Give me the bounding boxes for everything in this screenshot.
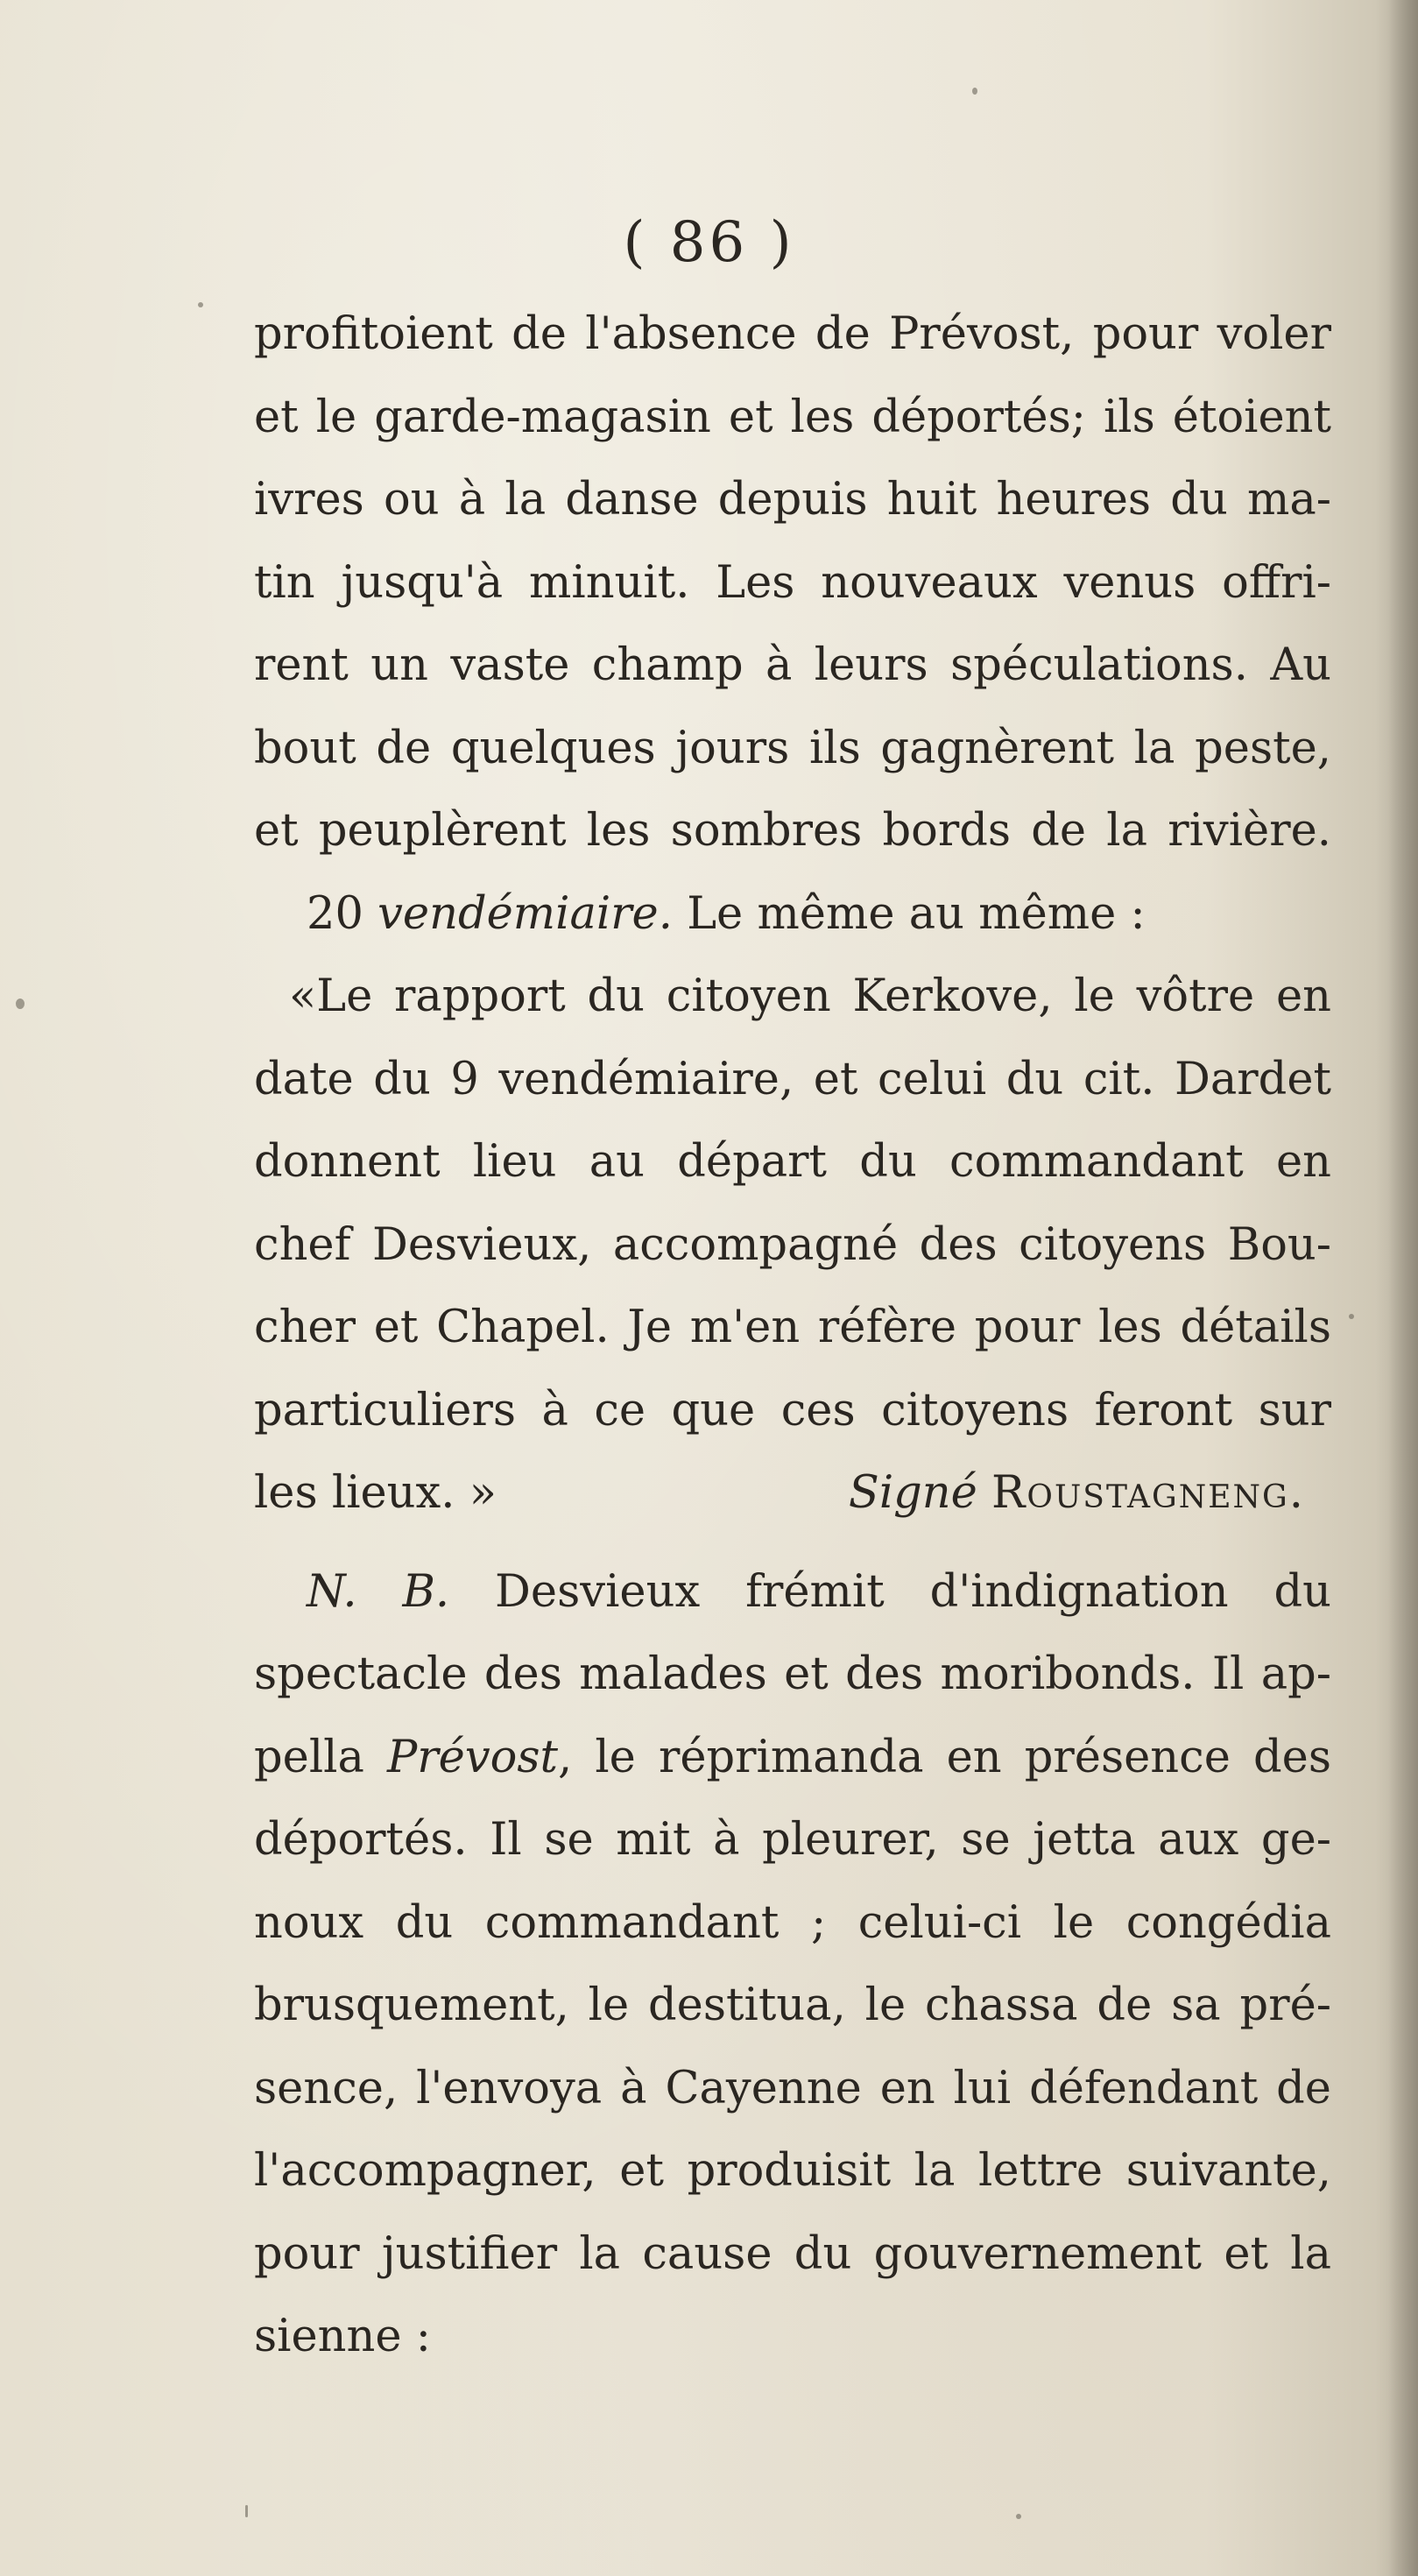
- nb-line3-pre: pella: [254, 1731, 364, 1783]
- letter-line: particuliers à ce que ces citoyens feront sur: [254, 1384, 1331, 1436]
- nb-first-line: [254, 1551, 1331, 1634]
- nb-first-rest: Desvieux frémit d'indignation du: [495, 1565, 1331, 1618]
- letter-line: donnent lieu au départ du commandant en: [254, 1136, 1331, 1188]
- date-number: 20: [307, 887, 363, 940]
- text-line: et peuplèrent les sombres bords de la rivière.: [254, 805, 1331, 857]
- paper-speck: [1349, 1314, 1354, 1319]
- nb-line: sence, l'envoya à Cayenne en lui défendant de: [254, 2062, 1331, 2114]
- signature-line: [254, 1452, 1331, 1535]
- paper-speck: [245, 2505, 248, 2517]
- letter-line: date du 9 vendémiaire, et celui du cit. Dardet: [254, 1053, 1331, 1105]
- nb-line-with-name: [254, 1717, 1331, 1800]
- paper-speck: [972, 88, 977, 95]
- page-number: ( 86 ): [623, 210, 795, 275]
- text-line: rent un vaste champ à leurs spéculations. Au: [254, 639, 1331, 691]
- letter-line: chef Desvieux, accompagné des citoyens Bou-: [254, 1218, 1331, 1271]
- nb-line: l'accompagner, et produisit la lettre suivante,: [254, 2145, 1331, 2197]
- signature-line-left: les lieux. »: [254, 1467, 497, 1519]
- text-line: bout de quelques jours ils gagnèrent la peste,: [254, 722, 1331, 774]
- letter-line: cher et Chapel. Je m'en réfère pour les détails: [254, 1302, 1331, 1353]
- paper-speck: [1016, 2514, 1021, 2519]
- paper-speck: [16, 999, 25, 1009]
- body-text: [254, 293, 1331, 2379]
- dated-heading-line: [254, 873, 1331, 956]
- signer-name: Roustagneng.: [991, 1467, 1305, 1519]
- nb-name-prevost: Prévost: [386, 1731, 559, 1783]
- letter-line: «Le rapport du citoyen Kerkove, le vôtre en: [289, 970, 1331, 1022]
- nb-line: pour justifier la cause du gouvernement et la: [254, 2227, 1331, 2280]
- nb-label: N. B.: [307, 1565, 450, 1618]
- text-line: tin jusqu'à minuit. Les nouveaux venus offri-: [254, 556, 1331, 609]
- date-month: vendémiaire.: [377, 887, 673, 940]
- nb-line: spectacle des malades et des moribonds. Il ap-: [254, 1648, 1331, 1700]
- page-edge-shadow: [1388, 0, 1418, 2576]
- signed-word: Signé: [848, 1467, 977, 1519]
- dated-heading-rest: Le même au même :: [687, 887, 1146, 940]
- text-line: profitoient de l'absence de Prévost, pour voler: [254, 308, 1331, 360]
- nb-line: brusquement, le destitua, le chassa de sa pré-: [254, 1980, 1331, 2031]
- paper-speck: [198, 302, 203, 307]
- signature: [849, 1452, 1331, 1535]
- text-line: ivres ou à la danse depuis huit heures du ma-: [254, 474, 1331, 526]
- paragraph-gap: [254, 1535, 1331, 1551]
- text-line: et le garde-magasin et les déportés; ils étoient: [254, 391, 1331, 443]
- nb-line: noux du commandant ; celui-ci le congédia: [254, 1896, 1331, 1949]
- nb-last-line: sienne :: [254, 2311, 431, 2362]
- nb-line: déportés. Il se mit à pleurer, se jetta aux ge-: [254, 1814, 1331, 1866]
- nb-line3-post: , le réprimanda en présence des: [558, 1731, 1331, 1783]
